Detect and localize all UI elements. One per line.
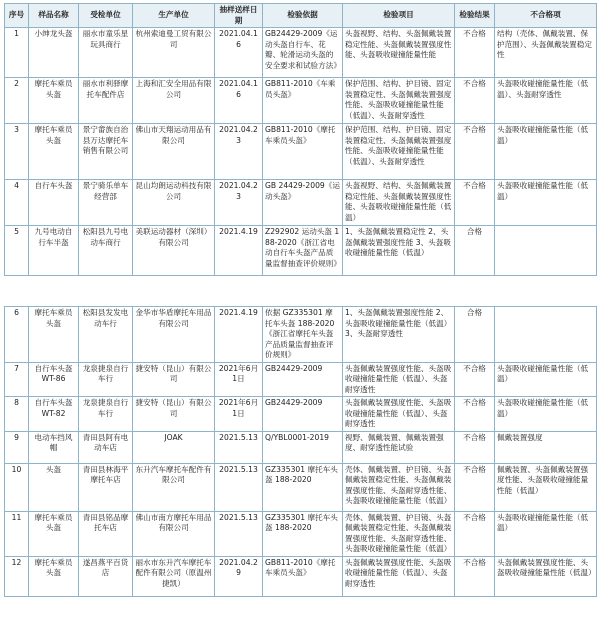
cell-no: 4 [5, 180, 29, 226]
cell-sample: 摩托车乘员头盔 [29, 124, 79, 180]
cell-inspected-unit: 松阳县发发电动车行 [79, 307, 133, 363]
cell-result: 合格 [455, 307, 495, 363]
cell-failed: 头盔吸收碰撞能量性能（低温） [495, 124, 597, 180]
cell-date: 2021.04.23 [215, 124, 263, 180]
cell-manufacturer: JOAK [133, 431, 215, 463]
cell-sample: 摩托车乘员头盔 [29, 307, 79, 363]
table-row [5, 397, 597, 432]
cell-sample: 自行车头盔WT-86 [29, 362, 79, 397]
cell-basis: 依据 GZ335301 摩托车头盔 188-2020《浙江省摩托车头盔产品质量监督抽查评价规则》 [263, 307, 343, 363]
cell-no: 6 [5, 307, 29, 363]
cell-result: 不合格 [455, 78, 495, 124]
cell-no: 2 [5, 78, 29, 124]
cell-manufacturer: 捷安特（昆山）有限公司 [133, 397, 215, 432]
cell-date: 2021.5.13 [215, 431, 263, 463]
cell-no: 1 [5, 28, 29, 78]
table-row [5, 124, 597, 180]
cell-basis: GB811-2010《摩托车乘员头盔》 [263, 124, 343, 180]
cell-result: 不合格 [455, 397, 495, 432]
cell-items: 头盔视野、结构、头盔佩戴装置稳定性能、头盔佩戴装置强度性能、头盔吸收碰撞能量性能 [343, 28, 455, 78]
cell-items: 头盔佩戴装置强度性能、头盔吸收碰撞能量性能（低温）、头盔耐穿透性 [343, 556, 455, 596]
header-cell: 样品名称 [29, 4, 79, 28]
cell-manufacturer: 丽水市东升汽车摩托车配件有限公司（原温州捷凯） [133, 556, 215, 596]
cell-inspected-unit: 龙泉捷泉自行车行 [79, 397, 133, 432]
header-cell: 序号 [5, 4, 29, 28]
cell-basis: GB811-2010《车乘员头盔》 [263, 78, 343, 124]
cell-sample: 摩托车乘员头盔 [29, 556, 79, 596]
cell-date: 2021.4.19 [215, 307, 263, 363]
cell-basis: Z292902 运动头盔 188-2020《浙江省电动自行车头盔产品质量监督抽查评价规则》 [263, 226, 343, 276]
cell-inspected-unit: 青田县阿有电动车店 [79, 431, 133, 463]
cell-items: 视野、佩戴装置、佩戴装置强度、耐穿透性能试验 [343, 431, 455, 463]
cell-no: 10 [5, 463, 29, 511]
table-row [5, 431, 597, 463]
cell-manufacturer: 佛山市天翔运动用品有限公司 [133, 124, 215, 180]
cell-items: 头盔佩戴装置强度性能、头盔吸收碰撞能量性能（低温）、头盔耐穿透性 [343, 397, 455, 432]
cell-items: 壳体、佩戴装置、护目镜、头盔佩戴装置稳定性能、头盔佩戴装置强度性能、头盔耐穿透性能、头盔吸收碰撞能量性能（低温） [343, 463, 455, 511]
cell-items: 保护范围、结构、护目镜、固定装置稳定性、头盔佩戴装置强度性能、头盔吸收碰撞能量性能（低温）、头盔耐穿透性 [343, 124, 455, 180]
cell-date: 2021年6月1日 [215, 397, 263, 432]
cell-no: 9 [5, 431, 29, 463]
cell-result: 不合格 [455, 431, 495, 463]
table-row [5, 556, 597, 596]
cell-basis: GZ335301 摩托车头盔 188-2020 [263, 463, 343, 511]
cell-manufacturer: 美联运动器材（深圳）有限公司 [133, 226, 215, 276]
cell-failed: 头盔吸收碰撞能量性能（低温） [495, 397, 597, 432]
cell-inspected-unit: 青田县林海平摩托车店 [79, 463, 133, 511]
cell-basis: GZ335301 摩托车头盔 188-2020 [263, 511, 343, 556]
cell-date: 2021.5.13 [215, 463, 263, 511]
cell-manufacturer: 佛山市南方摩托车用品有限公司 [133, 511, 215, 556]
header-cell: 不合格项 [495, 4, 597, 28]
cell-result: 不合格 [455, 180, 495, 226]
cell-items: 1、头盔佩戴装置稳定性 2、头盔佩戴装置强度性能 3、头盔吸收碰撞能量性能（低温） [343, 226, 455, 276]
table-row [5, 511, 597, 556]
header-cell: 检验依据 [263, 4, 343, 28]
cell-failed: 头盔吸收碰撞能量性能（低温） [495, 511, 597, 556]
table-row [5, 226, 597, 276]
cell-failed [495, 307, 597, 363]
cell-failed: 结构（壳体、佩戴装置、保护范围）、头盔佩戴装置稳定性 [495, 28, 597, 78]
header-cell: 检验结果 [455, 4, 495, 28]
cell-manufacturer: 东升汽车摩托车配件有限公司 [133, 463, 215, 511]
cell-failed: 头盔吸收碰撞能量性能（低温） [495, 362, 597, 397]
inspection-table-bottom [4, 306, 597, 597]
cell-result: 不合格 [455, 28, 495, 78]
cell-date: 2021.04.16 [215, 28, 263, 78]
cell-date: 2021.4.19 [215, 226, 263, 276]
cell-sample: 电动车挡风帽 [29, 431, 79, 463]
cell-result: 不合格 [455, 556, 495, 596]
cell-sample: 摩托车乘员头盔 [29, 511, 79, 556]
cell-basis: Q/YBL0001-2019 [263, 431, 343, 463]
cell-no: 8 [5, 397, 29, 432]
cell-failed: 佩戴装置强度 [495, 431, 597, 463]
cell-inspected-unit: 景宁骑乐单车经营部 [79, 180, 133, 226]
table-row [5, 78, 597, 124]
cell-failed: 佩戴装置、头盔佩戴装置强度性能、头盔吸收碰撞能量性能（低温） [495, 463, 597, 511]
cell-inspected-unit: 青田县铭品摩托车店 [79, 511, 133, 556]
cell-sample: 头盔 [29, 463, 79, 511]
cell-basis: GB24429-2009《运动头盔自行车、花瓣、轮滑运动头盔的安全要求和试验方法》 [263, 28, 343, 78]
cell-no: 5 [5, 226, 29, 276]
cell-date: 2021.04.16 [215, 78, 263, 124]
cell-manufacturer: 杭州索迪曼工贸有限公司 [133, 28, 215, 78]
cell-sample: 摩托车乘员头盔 [29, 78, 79, 124]
cell-inspected-unit: 丽水市童乐星玩具商行 [79, 28, 133, 78]
cell-date: 2021.04.23 [215, 180, 263, 226]
cell-no: 11 [5, 511, 29, 556]
cell-sample: 自行车头盔WT-82 [29, 397, 79, 432]
header-cell: 生产单位 [133, 4, 215, 28]
cell-inspected-unit: 景宁畲族自治县万达摩托车销售有限公司 [79, 124, 133, 180]
cell-items: 壳体、佩戴装置、护目镜、头盔佩戴装置稳定性能、头盔佩戴装置强度性能、头盔耐穿透性能、头盔吸收碰撞能量性能（低温） [343, 511, 455, 556]
cell-no: 7 [5, 362, 29, 397]
cell-failed: 头盔佩戴装置强度性能、头盔吸收碰撞能量性能（低温） [495, 556, 597, 596]
cell-result: 不合格 [455, 362, 495, 397]
cell-no: 12 [5, 556, 29, 596]
cell-failed: 头盔吸收碰撞能量性能（低温）、头盔耐穿透性 [495, 78, 597, 124]
cell-date: 2021.04.29 [215, 556, 263, 596]
cell-items: 保护范围、结构、护目镜、固定装置稳定性、头盔佩戴装置强度性能、头盔吸收碰撞能量性能（低温）、头盔耐穿透性 [343, 78, 455, 124]
cell-manufacturer: 昆山均朗运动科技有限公司 [133, 180, 215, 226]
cell-basis: GB24429-2009 [263, 397, 343, 432]
header-cell: 受检单位 [79, 4, 133, 28]
cell-date: 2021年6月1日 [215, 362, 263, 397]
cell-failed [495, 226, 597, 276]
table-row [5, 463, 597, 511]
cell-sample: 自行车头盔 [29, 180, 79, 226]
cell-inspected-unit: 龙泉捷泉自行车行 [79, 362, 133, 397]
cell-sample: 九号电动自行车半盔 [29, 226, 79, 276]
cell-inspected-unit: 丽水市利驿摩托车配件店 [79, 78, 133, 124]
cell-result: 合格 [455, 226, 495, 276]
cell-failed: 头盔吸收碰撞能量性能（低温） [495, 180, 597, 226]
cell-inspected-unit: 遂昌燕平百货店 [79, 556, 133, 596]
cell-no: 3 [5, 124, 29, 180]
table-row [5, 180, 597, 226]
table-row [5, 362, 597, 397]
cell-items: 头盔佩戴装置强度性能、头盔吸收碰撞能量性能（低温）、头盔耐穿透性 [343, 362, 455, 397]
cell-result: 不合格 [455, 124, 495, 180]
header-cell: 抽样送样日期 [215, 4, 263, 28]
cell-items: 1、头盔佩戴装置强度性能 2、头盔吸收碰撞能量性能（低温） 3、头盔耐穿透性 [343, 307, 455, 363]
cell-items: 头盔视野、结构、头盔佩戴装置稳定性能、头盔佩戴装置强度性能、头盔吸收碰撞能量性能（低温） [343, 180, 455, 226]
cell-result: 不合格 [455, 463, 495, 511]
cell-result: 不合格 [455, 511, 495, 556]
cell-basis: GB24429-2009 [263, 362, 343, 397]
cell-manufacturer: 金华市华盾摩托车用品有限公司 [133, 307, 215, 363]
cell-manufacturer: 捷安特（昆山）有限公司 [133, 362, 215, 397]
header-row [5, 4, 597, 28]
inspection-table-top [4, 3, 597, 276]
header-cell: 检验项目 [343, 4, 455, 28]
table-row [5, 307, 597, 363]
cell-sample: 小绅龙头盔 [29, 28, 79, 78]
cell-manufacturer: 上海和汇安全用品有限公司 [133, 78, 215, 124]
cell-basis: GB811-2010《摩托车乘员头盔》 [263, 556, 343, 596]
cell-inspected-unit: 松阳县九号电动车商行 [79, 226, 133, 276]
cell-date: 2021.5.13 [215, 511, 263, 556]
table-row [5, 28, 597, 78]
cell-basis: GB 24429-2009《运动头盔》 [263, 180, 343, 226]
